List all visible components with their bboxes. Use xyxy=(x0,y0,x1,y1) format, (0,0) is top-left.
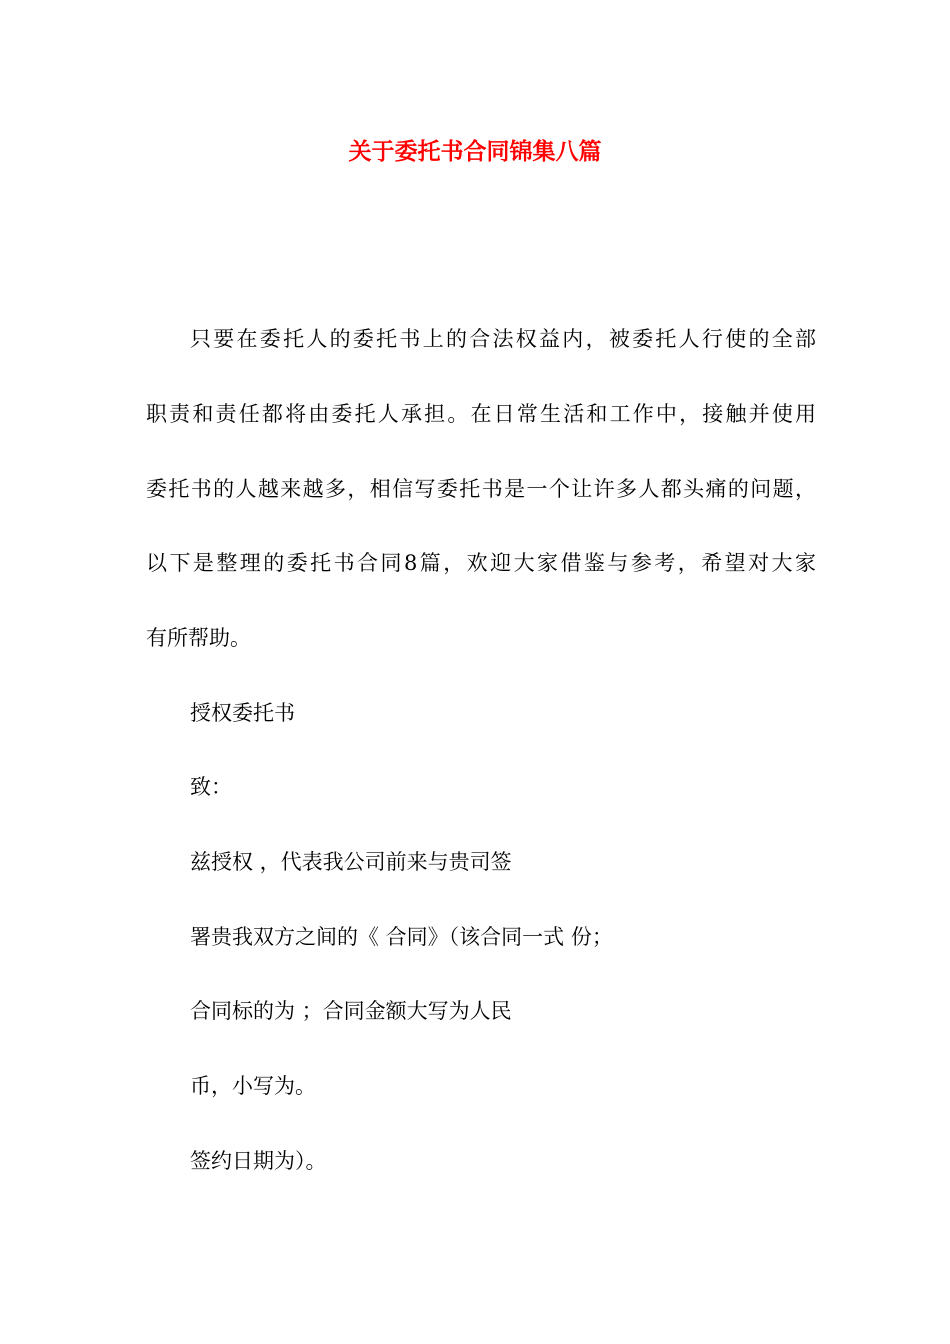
body-line-salutation: 致： xyxy=(190,775,232,799)
body-line-amount: 币，小写为。 xyxy=(190,1074,316,1098)
body-line-date: 签约日期为）。 xyxy=(190,1149,327,1173)
intro-line-2: 职责和责任都将由委托人承担。在日常生活和工作中，接触并使用 xyxy=(146,402,816,426)
intro-line-4: 以下是整理的委托书合同8篇，欢迎大家借鉴与参考，希望对大家 xyxy=(146,551,816,575)
intro-line-3: 委托书的人越来越多，相信写委托书是一个让许多人都头痛的问题， xyxy=(146,477,816,501)
document-title: 关于委托书合同锦集八篇 xyxy=(348,139,602,165)
intro-line-1: 只要在委托人的委托书上的合法权益内，被委托人行使的全部 xyxy=(190,327,816,351)
body-line-authorization: 兹授权 ，代表我公司前来与贵司签 xyxy=(190,850,512,874)
body-line-contract: 署贵我双方之间的《 合同》（该合同一式 份； xyxy=(190,925,613,949)
intro-line-5: 有所帮助。 xyxy=(146,626,251,650)
section-heading: 授权委托书 xyxy=(190,701,295,725)
body-line-subject: 合同标的为 ；合同金额大写为人民 xyxy=(190,999,512,1023)
